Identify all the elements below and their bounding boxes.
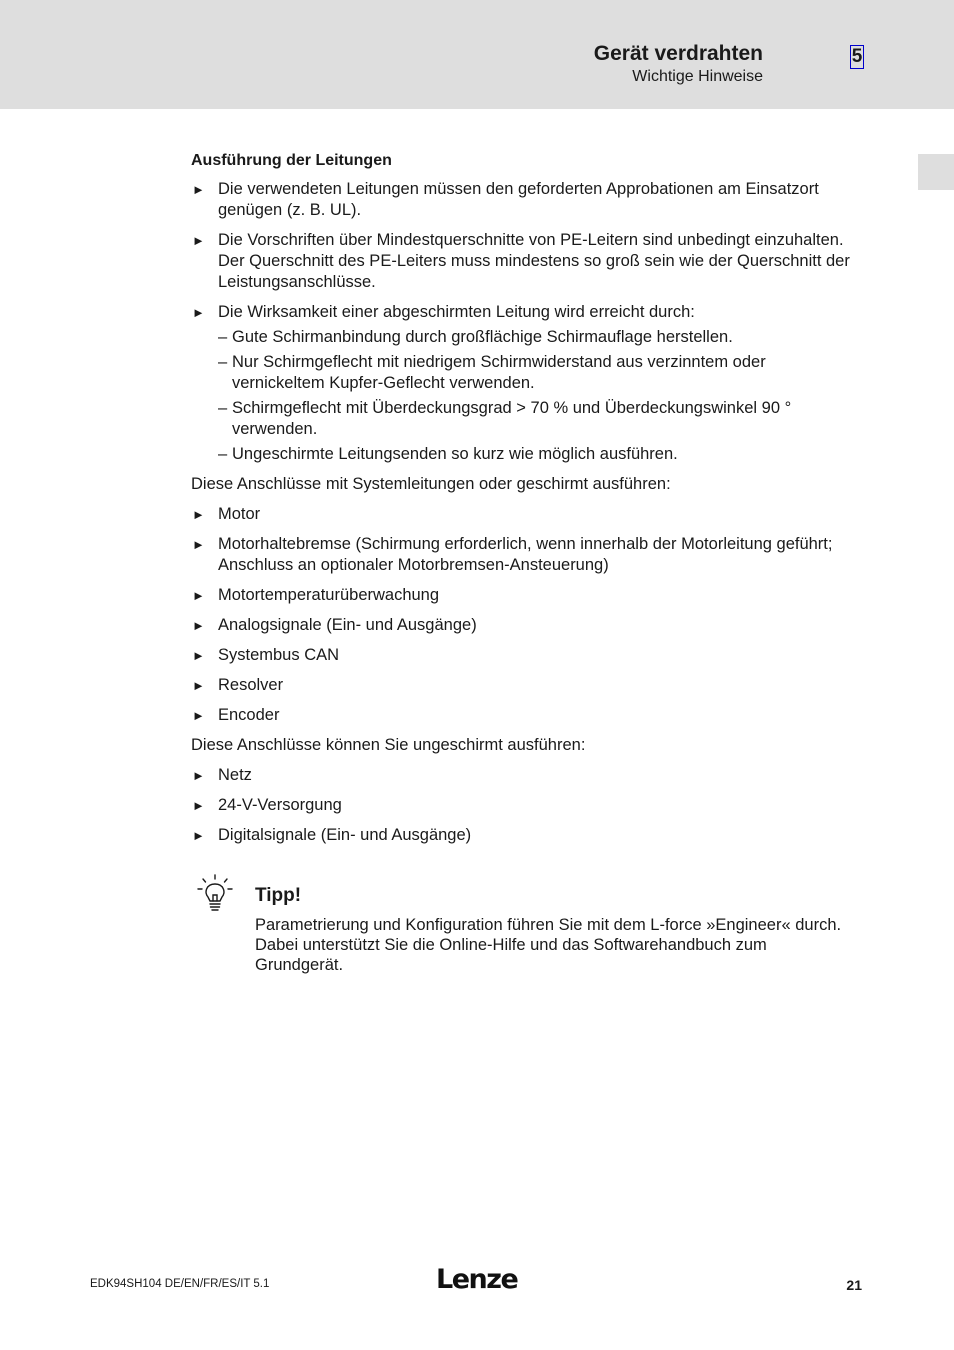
list-item	[191, 795, 856, 816]
list-item	[191, 302, 856, 465]
unshielded-intro: Diese Anschlüsse können Sie ungeschirmt ausführen:	[191, 736, 586, 754]
list-item-text: Analogsignale (Ein- und Ausgänge)	[218, 616, 477, 634]
footer-document-id: EDK94SH104 DE/EN/FR/ES/IT 5.1	[90, 1278, 270, 1290]
page-subtitle: Wichtige Hinweise	[632, 68, 763, 85]
list-item	[191, 534, 856, 576]
dash-marker: –	[218, 445, 228, 463]
list-item-text: 24-V-Versorgung	[218, 796, 342, 814]
tip-title: Tipp!	[255, 885, 302, 906]
main-content	[191, 150, 856, 855]
list-item-text: Motor	[218, 505, 261, 523]
list-item	[191, 179, 856, 221]
bullet-marker-icon: ►	[192, 828, 205, 843]
bullet-marker-icon: ►	[192, 537, 205, 552]
sub-list	[218, 327, 856, 465]
bullet-marker-icon: ►	[192, 305, 205, 320]
sub-list-item-text: Nur Schirmgeflecht mit niedrigem Schirmwiderstand aus verzinntem oder vernickeltem Kupfer-Geflecht verwenden.	[232, 353, 766, 392]
list-item	[191, 825, 856, 846]
bullet-marker-icon: ►	[192, 768, 205, 783]
list-item-text: Die Vorschriften über Mindestquerschnitte von PE-Leitern sind unbedingt einzuhalten. Der Querschnitt des PE-Leiters muss mindestens so groß sein wie der Querschnitt der Leistungsanschlüsse.	[218, 231, 850, 291]
lenze-logo: Lenze	[436, 1264, 518, 1295]
page-number: 21	[846, 1277, 862, 1293]
list-item-text: Digitalsignale (Ein- und Ausgänge)	[218, 826, 472, 844]
bullet-marker-icon: ►	[192, 618, 205, 633]
list-item	[191, 645, 856, 666]
dash-marker: –	[218, 353, 228, 371]
list-item	[191, 585, 856, 606]
sub-list-item-text: Gute Schirmanbindung durch großflächige Schirmauflage herstellen.	[232, 328, 733, 346]
sub-list-item	[218, 398, 856, 440]
list-item-text: Systembus CAN	[218, 646, 340, 664]
lightbulb-icon	[195, 873, 237, 915]
list-item-text: Encoder	[218, 706, 280, 724]
bullet-marker-icon: ►	[192, 678, 205, 693]
bullet-marker-icon: ►	[192, 182, 205, 197]
list-item-text: Die verwendeten Leitungen müssen den geforderten Approbationen am Einsatzort genügen (z. B. UL).	[218, 180, 819, 219]
sub-list-item	[218, 352, 856, 394]
sub-list-item-text: Schirmgeflecht mit Überdeckungsgrad > 70 % und Überdeckungswinkel 90 ° verwenden.	[232, 399, 792, 438]
list-item-text: Motorhaltebremse (Schirmung erforderlich, wenn innerhalb der Motorleitung geführt; Anschluss an optionaler Motorbremsen-Ansteuerung)	[218, 535, 833, 574]
list-item-text: Motortemperaturüberwachung	[218, 586, 440, 604]
bullet-marker-icon: ►	[192, 233, 205, 248]
list-item	[191, 705, 856, 726]
dash-marker: –	[218, 399, 228, 417]
sub-list-item	[218, 444, 856, 465]
bullet-marker-icon: ►	[192, 588, 205, 603]
list-item-text: Die Wirksamkeit einer abgeschirmten Leitung wird erreicht durch:	[218, 303, 695, 321]
tip-text: Parametrierung und Konfiguration führen Sie mit dem L-force »Engineer« durch. Dabei unterstützt Sie die Online-Hilfe und das Softwarehandbuch zum Grundgerät.	[255, 916, 842, 974]
bullet-marker-icon: ►	[192, 708, 205, 723]
bullet-marker-icon: ►	[192, 798, 205, 813]
bullet-marker-icon: ►	[192, 507, 205, 522]
list-item	[191, 675, 856, 696]
sub-list-item-text: Ungeschirmte Leitungsenden so kurz wie möglich ausführen.	[232, 445, 678, 463]
header-band	[0, 0, 954, 109]
shielded-intro: Diese Anschlüsse mit Systemleitungen oder geschirmt ausführen:	[191, 475, 671, 493]
list-item-text: Resolver	[218, 676, 284, 694]
dash-marker: –	[218, 328, 228, 346]
page-title: Gerät verdrahten	[593, 42, 763, 65]
sub-list-item	[218, 327, 856, 348]
chapter-number[interactable]: 5	[851, 46, 863, 67]
list-item	[191, 615, 856, 636]
section-heading: Ausführung der Leitungen	[191, 152, 392, 169]
list-item-text: Netz	[218, 766, 252, 784]
bullet-marker-icon: ►	[192, 648, 205, 663]
list-item	[191, 504, 856, 525]
list-item	[191, 230, 856, 293]
list-item	[191, 765, 856, 786]
chapter-side-tab	[918, 154, 954, 190]
